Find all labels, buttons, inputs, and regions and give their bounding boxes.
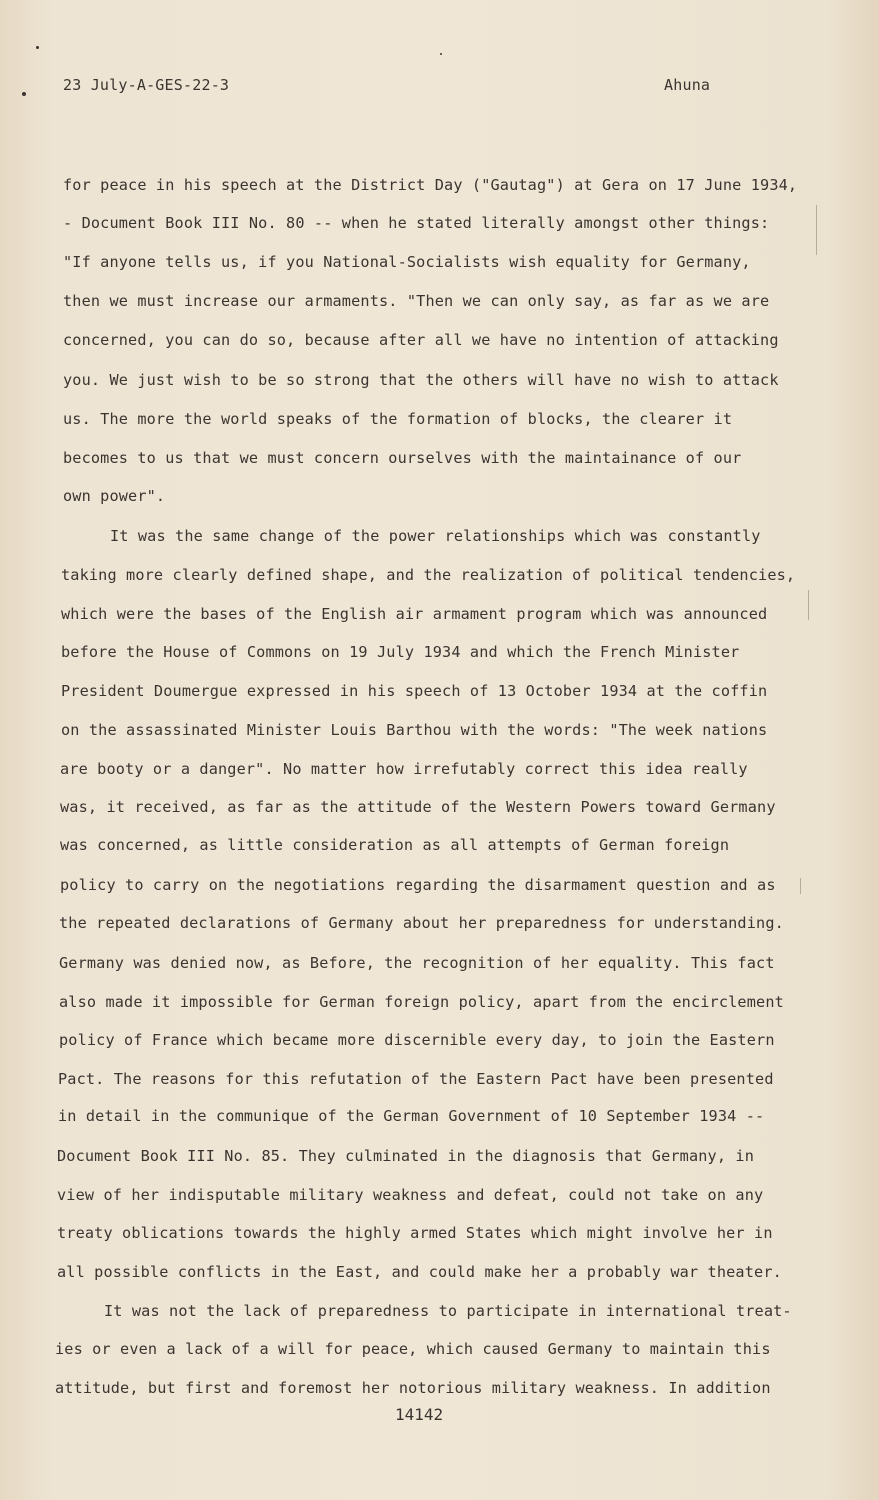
text-line: concerned, you can do so, because after all we have no intention of attacking [63,331,779,349]
page-number: 14142 [395,1405,444,1424]
margin-mark [808,590,809,620]
text-line: Document Book III No. 85. They culminated in the diagnosis that Germany, in [57,1147,755,1165]
margin-dot-center [440,53,442,55]
text-line: It was not the lack of preparedness to participate in international treat- [104,1302,792,1320]
text-line: was concerned, as little consideration as all attempts of German foreign [60,836,730,854]
text-line: us. The more the world speaks of the formation of blocks, the clearer it [63,410,733,428]
text-line: in detail in the communique of the German Government of 10 September 1934 -- [58,1107,765,1125]
text-line: policy to carry on the negotiations regarding the disarmament question and as [60,876,776,894]
text-line: own power". [63,487,166,505]
margin-mark [816,205,817,255]
text-line: ies or even a lack of a will for peace, which caused Germany to maintain this [55,1340,771,1358]
text-line: all possible conflicts in the East, and could make her a probably war theater. [57,1263,782,1281]
text-line: before the House of Commons on 19 July 1934 and which the French Minister [61,643,740,661]
text-line: on the assassinated Minister Louis Barthou with the words: "The week nations [61,721,768,739]
text-line: Germany was denied now, as Before, the recognition of her equality. This fact [59,954,775,972]
text-line: It was the same change of the power relationships which was constantly [110,527,761,545]
text-line: - Document Book III No. 80 -- when he stated literally amongst other things: [63,214,770,232]
text-line: taking more clearly defined shape, and the realization of political tendencies, [61,566,796,584]
text-line: you. We just wish to be so strong that the others will have no wish to attack [63,371,779,389]
text-line: view of her indisputable military weakness and defeat, could not take on any [57,1186,764,1204]
text-line: was, it received, as far as the attitude of the Western Powers toward Germany [60,798,776,816]
document-reference: 23 July-A-GES-22-3 [63,76,230,94]
text-line: attitude, but first and foremost her notorious military weakness. In addition [55,1379,771,1397]
author-name: Ahuna [664,76,711,94]
text-line: Pact. The reasons for this refutation of the Eastern Pact have been presented [58,1070,774,1088]
text-line: treaty oblications towards the highly armed States which might involve her in [57,1224,773,1242]
text-line: "If anyone tells us, if you National-Socialists wish equality for Germany, [63,253,751,271]
text-line: becomes to us that we must concern ourselves with the maintainance of our [63,449,742,467]
text-line: then we must increase our armaments. "Then we can only say, as far as we are [63,292,770,310]
text-line: policy of France which became more discernible every day, to join the Eastern [59,1031,775,1049]
text-line: for peace in his speech at the District Day ("Gautag") at Gera on 17 June 1934, [63,176,798,194]
text-line: which were the bases of the English air armament program which was announced [61,605,768,623]
text-line: also made it impossible for German foreign policy, apart from the encirclement [59,993,784,1011]
text-line: the repeated declarations of Germany about her preparedness for understanding. [59,914,784,932]
margin-mark [800,878,801,894]
margin-dot-top [36,46,39,49]
text-line: President Doumergue expressed in his speech of 13 October 1934 at the coffin [61,682,768,700]
margin-dot-left [22,92,26,96]
text-line: are booty or a danger". No matter how irrefutably correct this idea really [60,760,748,778]
